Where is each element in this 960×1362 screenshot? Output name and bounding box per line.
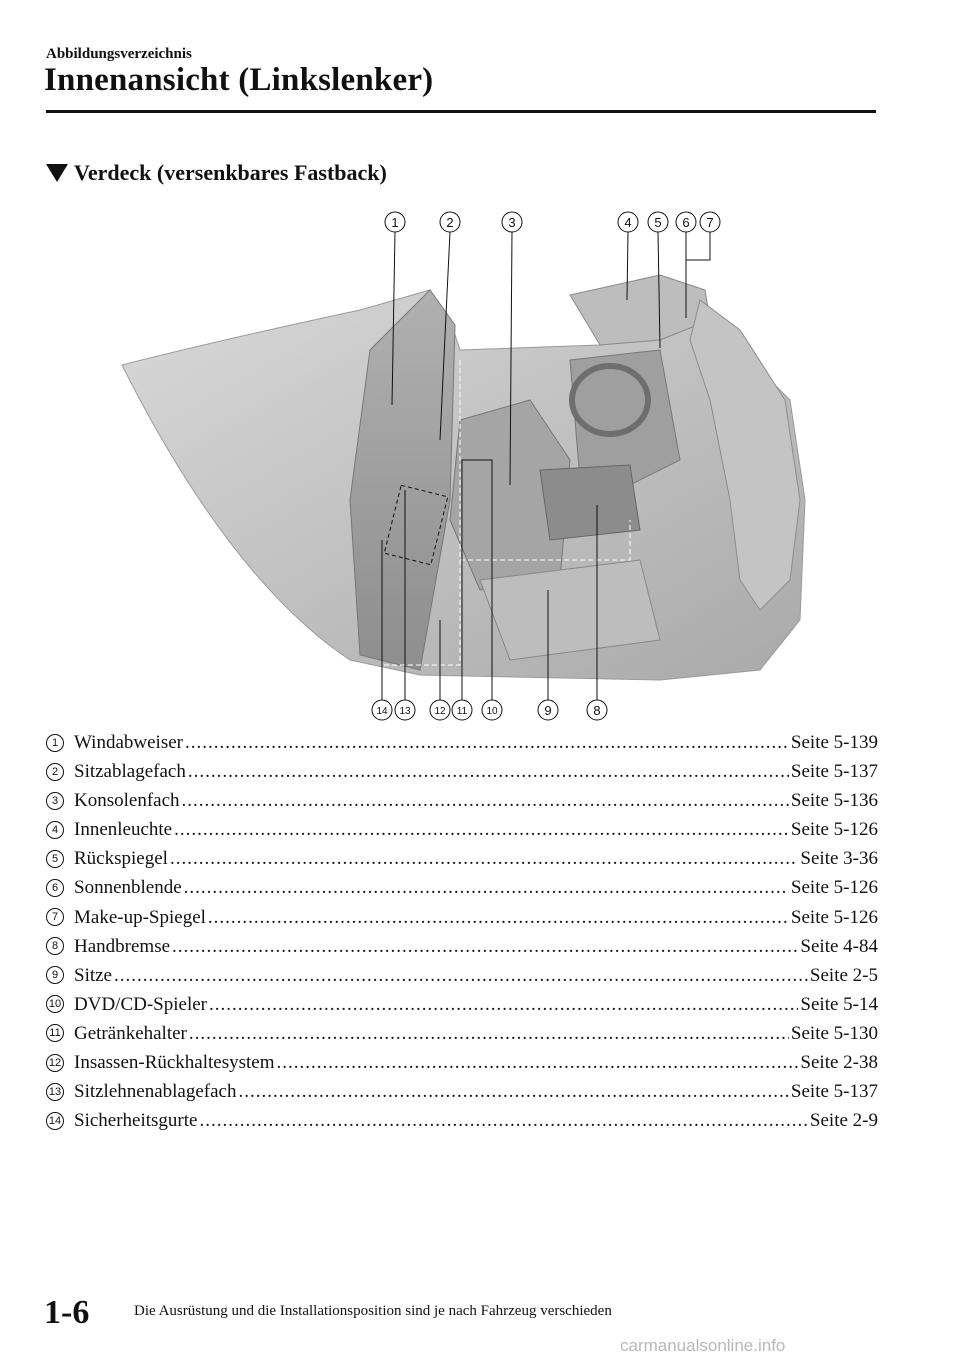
svg-text:1: 1 [391,215,399,230]
callout-14 [372,700,392,720]
item-page-ref: Seite 5-126 [790,819,878,841]
item-page-ref: Seite 5-139 [790,732,878,753]
leader-dots [209,990,798,1019]
title-divider [46,110,876,113]
item-page-ref: Seite 5-137 [790,761,878,783]
item-number-badge: 10 [46,995,64,1013]
callout-3 [502,212,522,232]
svg-text:14: 14 [376,706,388,717]
page-title: Innenansicht (Linkslenker) [44,62,434,98]
item-page-ref: Seite 5-136 [790,790,878,812]
callout-12 [430,700,450,720]
triangle-marker-icon [46,164,68,182]
item-label: Sitzlehnenablagefach [74,1081,237,1103]
item-number-badge: 7 [46,908,64,926]
item-page-ref: Seite 2-9 [809,1110,878,1132]
svg-text:9: 9 [544,703,552,718]
item-label: Sitze [74,964,112,986]
svg-text:8: 8 [593,703,601,718]
item-page-ref: Seite 2-38 [800,1052,878,1074]
car-interior-drawing [100,200,880,730]
svg-text:6: 6 [682,215,690,230]
leader-dots [208,903,789,932]
list-item [46,815,878,844]
item-label: Innenleuchte [74,819,173,841]
leader-dots [172,932,798,961]
callout-11 [452,700,472,720]
component-index-list [46,728,878,1135]
callout-4 [618,212,638,232]
chapter-label: Abbildungsverzeichnis [46,46,192,62]
item-label: Getränkehalter [74,1022,187,1044]
item-page-ref: Seite 3-36 [800,848,878,870]
item-number-badge: 11 [46,1024,64,1042]
item-page-ref: Seite 5-137 [790,1081,878,1103]
callout-7 [700,212,720,232]
list-item [46,1048,878,1077]
item-number-badge: 1 [46,734,64,752]
watermark: carmanualsonline.info [620,1336,786,1355]
item-number-badge: 14 [46,1112,64,1130]
callout-2 [440,212,460,232]
footer-note: Die Ausrüstung und die Installationsposition sind je nach Fahrzeug verschieden [134,1303,612,1319]
leader-dots [238,1077,788,1106]
list-item [46,873,878,902]
leader-dots [199,1106,807,1135]
item-label: Rückspiegel [74,848,168,870]
item-label: Sonnenblende [74,877,182,899]
callout-9 [538,700,558,720]
svg-text:10: 10 [486,706,498,717]
list-item [46,844,878,873]
item-number-badge: 4 [46,821,64,839]
item-page-ref: Seite 2-5 [809,964,878,986]
item-label: Konsolenfach [74,790,180,812]
item-page-ref: Seite 5-126 [790,877,878,899]
item-page-ref: Seite 5-126 [790,906,878,928]
svg-text:11: 11 [456,706,468,717]
list-item [46,932,878,961]
list-item [46,1019,878,1048]
callout-8 [587,700,607,720]
leader-dots [182,786,789,815]
section-heading [46,160,387,186]
item-number-badge: 12 [46,1054,64,1072]
list-item [46,757,878,786]
svg-text:5: 5 [654,215,662,230]
item-number-badge: 6 [46,879,64,897]
svg-text:12: 12 [434,706,446,717]
leader-dots [174,815,789,844]
leader-dots [170,844,798,873]
list-item [46,1106,878,1135]
leader-dots [188,757,789,786]
item-page-ref: Seite 5-130 [790,1022,878,1044]
svg-text:4: 4 [624,215,632,230]
item-label: Sitzablagefach [74,761,186,783]
list-item [46,903,878,932]
list-item [46,1077,878,1106]
item-label: Insassen-Rückhaltesystem [74,1052,275,1074]
item-label: Windabweiser [74,732,183,753]
section-heading-text: Verdeck (versenkbares Fastback) [74,160,387,185]
svg-text:7: 7 [706,215,714,230]
item-number-badge: 8 [46,937,64,955]
item-page-ref: Seite 4-84 [800,935,878,957]
leader-dots [185,728,789,757]
callout-1 [385,212,405,232]
svg-text:3: 3 [508,215,516,230]
item-number-badge: 9 [46,966,64,984]
list-item [46,728,878,757]
item-label: DVD/CD-Spieler [74,993,207,1015]
item-label: Make-up-Spiegel [74,906,206,928]
item-page-ref: Seite 5-14 [800,993,878,1015]
callout-10 [482,700,502,720]
svg-text:13: 13 [399,706,411,717]
item-number-badge: 13 [46,1083,64,1101]
item-number-badge: 5 [46,850,64,868]
list-item [46,990,878,1019]
item-label: Handbremse [74,935,171,957]
item-number-badge: 2 [46,763,64,781]
callout-6 [676,212,696,232]
list-item [46,786,878,815]
car-interior-illustration [100,200,880,730]
leader-dots [277,1048,799,1077]
svg-text:2: 2 [446,215,454,230]
callout-5 [648,212,668,232]
list-item [46,961,878,990]
leader-dots [114,961,808,990]
item-number-badge: 3 [46,792,64,810]
page-number: 1-6 [44,1294,90,1331]
leader-dots [184,873,789,902]
item-label: Sicherheitsgurte [74,1110,198,1132]
leader-dots [189,1019,789,1048]
callout-13 [395,700,415,720]
